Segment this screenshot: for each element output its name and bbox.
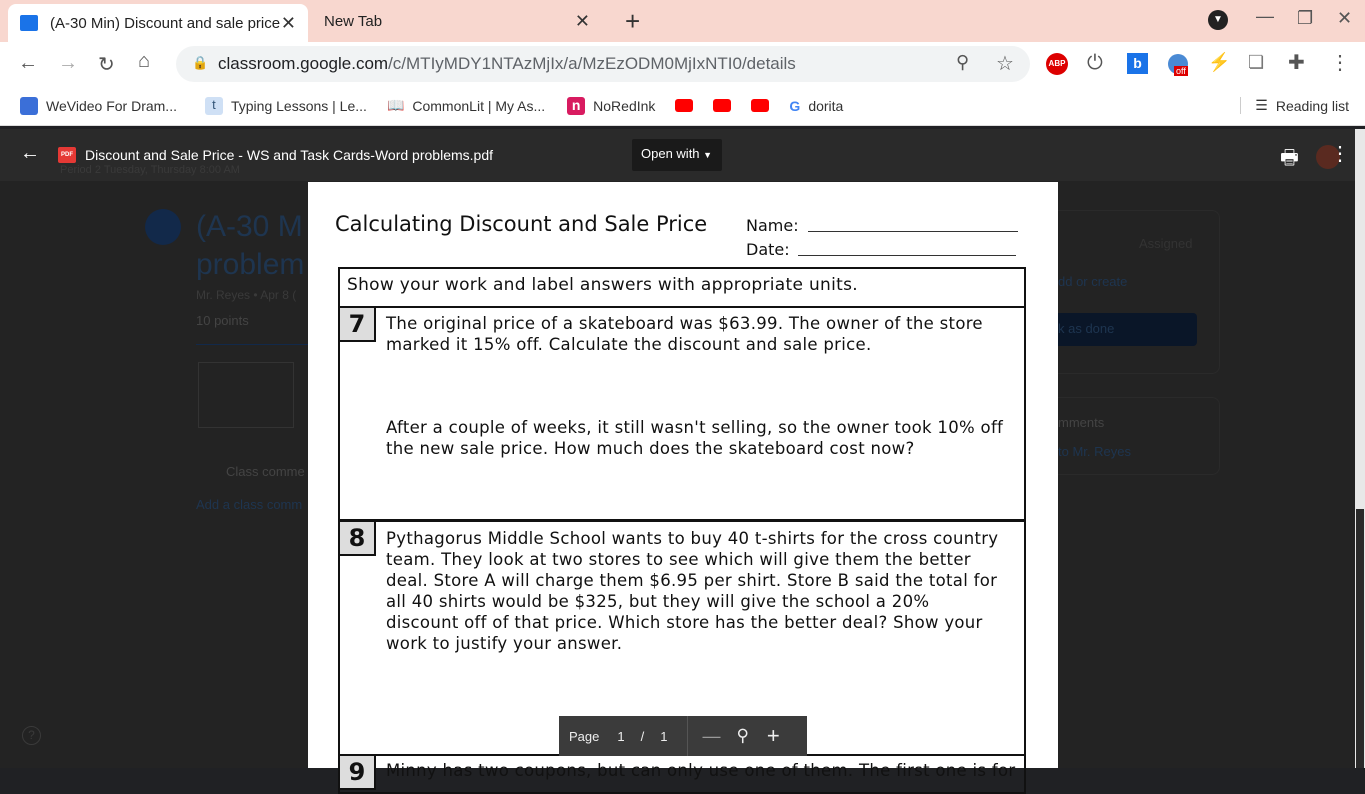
adblock-icon[interactable]: ABP bbox=[1046, 53, 1068, 75]
extension-copy-icon[interactable]: ❏ bbox=[1248, 52, 1265, 72]
more-options-icon[interactable]: ⋮ bbox=[1330, 143, 1350, 165]
assignment-meta: Mr. Reyes • Apr 8 ( bbox=[196, 288, 297, 302]
open-with-label: Open with bbox=[641, 146, 700, 161]
bookmark-wevideo[interactable] bbox=[20, 97, 177, 115]
bookmark-label: Typing Lessons | Le... bbox=[230, 97, 367, 114]
print-icon[interactable]: 🖶 bbox=[1280, 147, 1299, 169]
url-path: /c/MTIyMDY1NTAzMjIx/a/MzEzODM0MjIxNTI0/details bbox=[388, 54, 796, 73]
instructions-box bbox=[338, 267, 1026, 308]
help-icon[interactable]: ? bbox=[22, 726, 41, 745]
problem-text: The original price of a skateboard was $63.99. The owner of the store marked it 15% off. Calculate the discount and sale price. bbox=[386, 314, 983, 354]
problem-number: 8 bbox=[340, 522, 376, 556]
power-extension-icon[interactable]: ⏻ bbox=[1087, 52, 1103, 74]
problem-number: 7 bbox=[340, 308, 376, 342]
address-bar[interactable] bbox=[176, 46, 1030, 82]
off-badge: off bbox=[1176, 66, 1186, 76]
attachment-thumbnail[interactable] bbox=[198, 362, 294, 428]
page-total: 1 bbox=[660, 728, 668, 744]
extension-icon[interactable]: ⚡ bbox=[1208, 52, 1231, 72]
reading-list-label: Reading list bbox=[1275, 97, 1349, 114]
bookmark-label: CommonLit | My As... bbox=[412, 97, 546, 114]
divider bbox=[196, 344, 308, 345]
close-tab-icon[interactable]: ✕ bbox=[280, 12, 296, 33]
add-or-create[interactable]: dd or create bbox=[1058, 274, 1128, 289]
home-button[interactable]: ⌂ bbox=[138, 50, 151, 72]
page-separator: / bbox=[640, 728, 645, 744]
tab-title: (A-30 Min) Discount and sale price bbox=[50, 14, 281, 32]
problem-text: Pythagorus Middle School wants to buy 40 t-shirts for the cross country team. They look at two stores to see which will give them the better deal. Store A will charge them $6.95 per shirt. Store B said the total for all 40 shirts would be $325, but they will give the school a 20% discount off of that price. Which store has the better deal? Show your work to justify your answer. bbox=[386, 529, 999, 653]
close-window-button[interactable]: ✕ bbox=[1337, 8, 1353, 28]
chrome-menu-icon[interactable]: ⋮ bbox=[1330, 52, 1350, 74]
instructions: Show your work and label answers with appropriate units. bbox=[347, 275, 858, 295]
name-line bbox=[808, 231, 1018, 232]
page-label: Page bbox=[569, 728, 600, 744]
open-with-button[interactable] bbox=[632, 139, 722, 171]
bookmark-label: NoRedInk bbox=[593, 97, 656, 114]
url-host: classroom.google.com bbox=[218, 54, 389, 73]
zoom-in-button[interactable]: + bbox=[766, 723, 780, 748]
bookmark-youtube-2[interactable] bbox=[713, 99, 731, 112]
new-tab-button[interactable]: + bbox=[625, 6, 641, 36]
problem-followup-text: After a couple of weeks, it still wasn't selling, so the owner took 10% off the new sale price. How much does the skateboard cost now? bbox=[386, 418, 1004, 458]
back-button[interactable]: ← bbox=[18, 52, 38, 74]
youtube-icon bbox=[675, 99, 693, 112]
page-current[interactable]: 1 bbox=[617, 728, 625, 744]
lock-icon: 🔒 bbox=[192, 55, 209, 70]
add-class-comment[interactable]: Add a class comm bbox=[196, 497, 303, 512]
assignment-title: (A-30 M problem bbox=[196, 210, 305, 281]
reading-list-icon: ☰ bbox=[1255, 97, 1268, 113]
bookmark-star-icon[interactable]: ☆ bbox=[996, 53, 1014, 75]
problem-7 bbox=[338, 308, 1026, 521]
reading-list-button[interactable] bbox=[1240, 97, 1349, 114]
scrollbar[interactable] bbox=[1355, 129, 1365, 768]
book-icon: 📖 bbox=[386, 97, 405, 113]
globe-extension-icon[interactable] bbox=[1168, 54, 1188, 74]
scrollbar-thumb[interactable] bbox=[1356, 509, 1364, 768]
classroom-favicon-icon bbox=[20, 15, 38, 31]
forward-button[interactable]: → bbox=[58, 52, 78, 74]
assignment-icon bbox=[145, 209, 181, 245]
add-private-comment[interactable]: to Mr. Reyes bbox=[1058, 444, 1131, 459]
points: 10 points bbox=[196, 313, 249, 328]
page-controls bbox=[559, 716, 807, 756]
tab-title: New Tab bbox=[324, 12, 383, 30]
problem-text: Minny has two coupons, but can only use one of them. The first one is for bbox=[386, 761, 1016, 780]
name-label: Name: bbox=[746, 216, 799, 235]
date-line bbox=[798, 255, 1016, 256]
mark-as-done-button[interactable]: k as done bbox=[1040, 313, 1197, 346]
b-extension-icon[interactable]: b bbox=[1127, 53, 1148, 74]
tab-new-tab[interactable] bbox=[312, 0, 602, 42]
bookmark-commonlit[interactable] bbox=[387, 97, 545, 114]
bookmark-youtube-3[interactable] bbox=[751, 99, 769, 112]
minimize-button[interactable]: — bbox=[1256, 6, 1274, 26]
reload-button[interactable]: ↻ bbox=[98, 54, 115, 76]
typing-icon: t bbox=[205, 97, 223, 115]
status: Assigned bbox=[1139, 236, 1193, 251]
close-viewer-back-icon[interactable]: ← bbox=[20, 142, 40, 164]
problem-9 bbox=[338, 754, 1026, 794]
dropdown-arrow-icon: ▼ bbox=[703, 150, 713, 160]
problem-number: 9 bbox=[340, 756, 376, 790]
restore-button[interactable]: ❐ bbox=[1297, 8, 1314, 28]
private-comments: mments bbox=[1058, 415, 1105, 430]
bookmarks-bar bbox=[0, 86, 1365, 126]
bookmark-label: dorita bbox=[808, 97, 844, 114]
noredink-icon: n bbox=[567, 97, 585, 115]
zoom-out-button[interactable]: — bbox=[702, 725, 721, 746]
class-comments: Class comme bbox=[226, 464, 305, 479]
bookmark-label: WeVideo For Dram... bbox=[46, 97, 177, 114]
youtube-icon bbox=[713, 99, 731, 112]
google-icon: G bbox=[789, 97, 801, 114]
worksheet-title: Calculating Discount and Sale Price bbox=[335, 212, 708, 236]
private-comments-card bbox=[1040, 397, 1220, 475]
pdf-file-icon: PDF bbox=[58, 147, 76, 163]
zoom-reset-icon[interactable]: ⚲ bbox=[736, 726, 749, 745]
date-label: Date: bbox=[746, 240, 790, 259]
file-name: Discount and Sale Price - WS and Task Cards-Word problems.pdf bbox=[85, 147, 493, 163]
bookmark-typing[interactable] bbox=[205, 97, 367, 115]
pdf-page bbox=[308, 182, 1058, 786]
divider bbox=[687, 716, 688, 756]
tab-search-icon[interactable]: ▼ bbox=[1208, 10, 1228, 30]
bookmark-noredink[interactable] bbox=[567, 97, 655, 115]
zoom-icon[interactable]: ⚲ bbox=[956, 52, 970, 72]
wevideo-icon bbox=[20, 97, 38, 115]
bookmark-google-dorita[interactable] bbox=[789, 98, 843, 114]
bookmark-youtube-1[interactable] bbox=[675, 99, 693, 112]
your-work-card bbox=[1040, 210, 1220, 374]
close-tab-icon[interactable]: ✕ bbox=[574, 10, 590, 31]
extensions-puzzle-icon[interactable]: ✚ bbox=[1288, 52, 1305, 74]
youtube-icon bbox=[751, 99, 769, 112]
tab-active[interactable] bbox=[8, 4, 308, 42]
class-period: Period 2 Tuesday, Thursday 8:00 AM bbox=[60, 164, 240, 176]
